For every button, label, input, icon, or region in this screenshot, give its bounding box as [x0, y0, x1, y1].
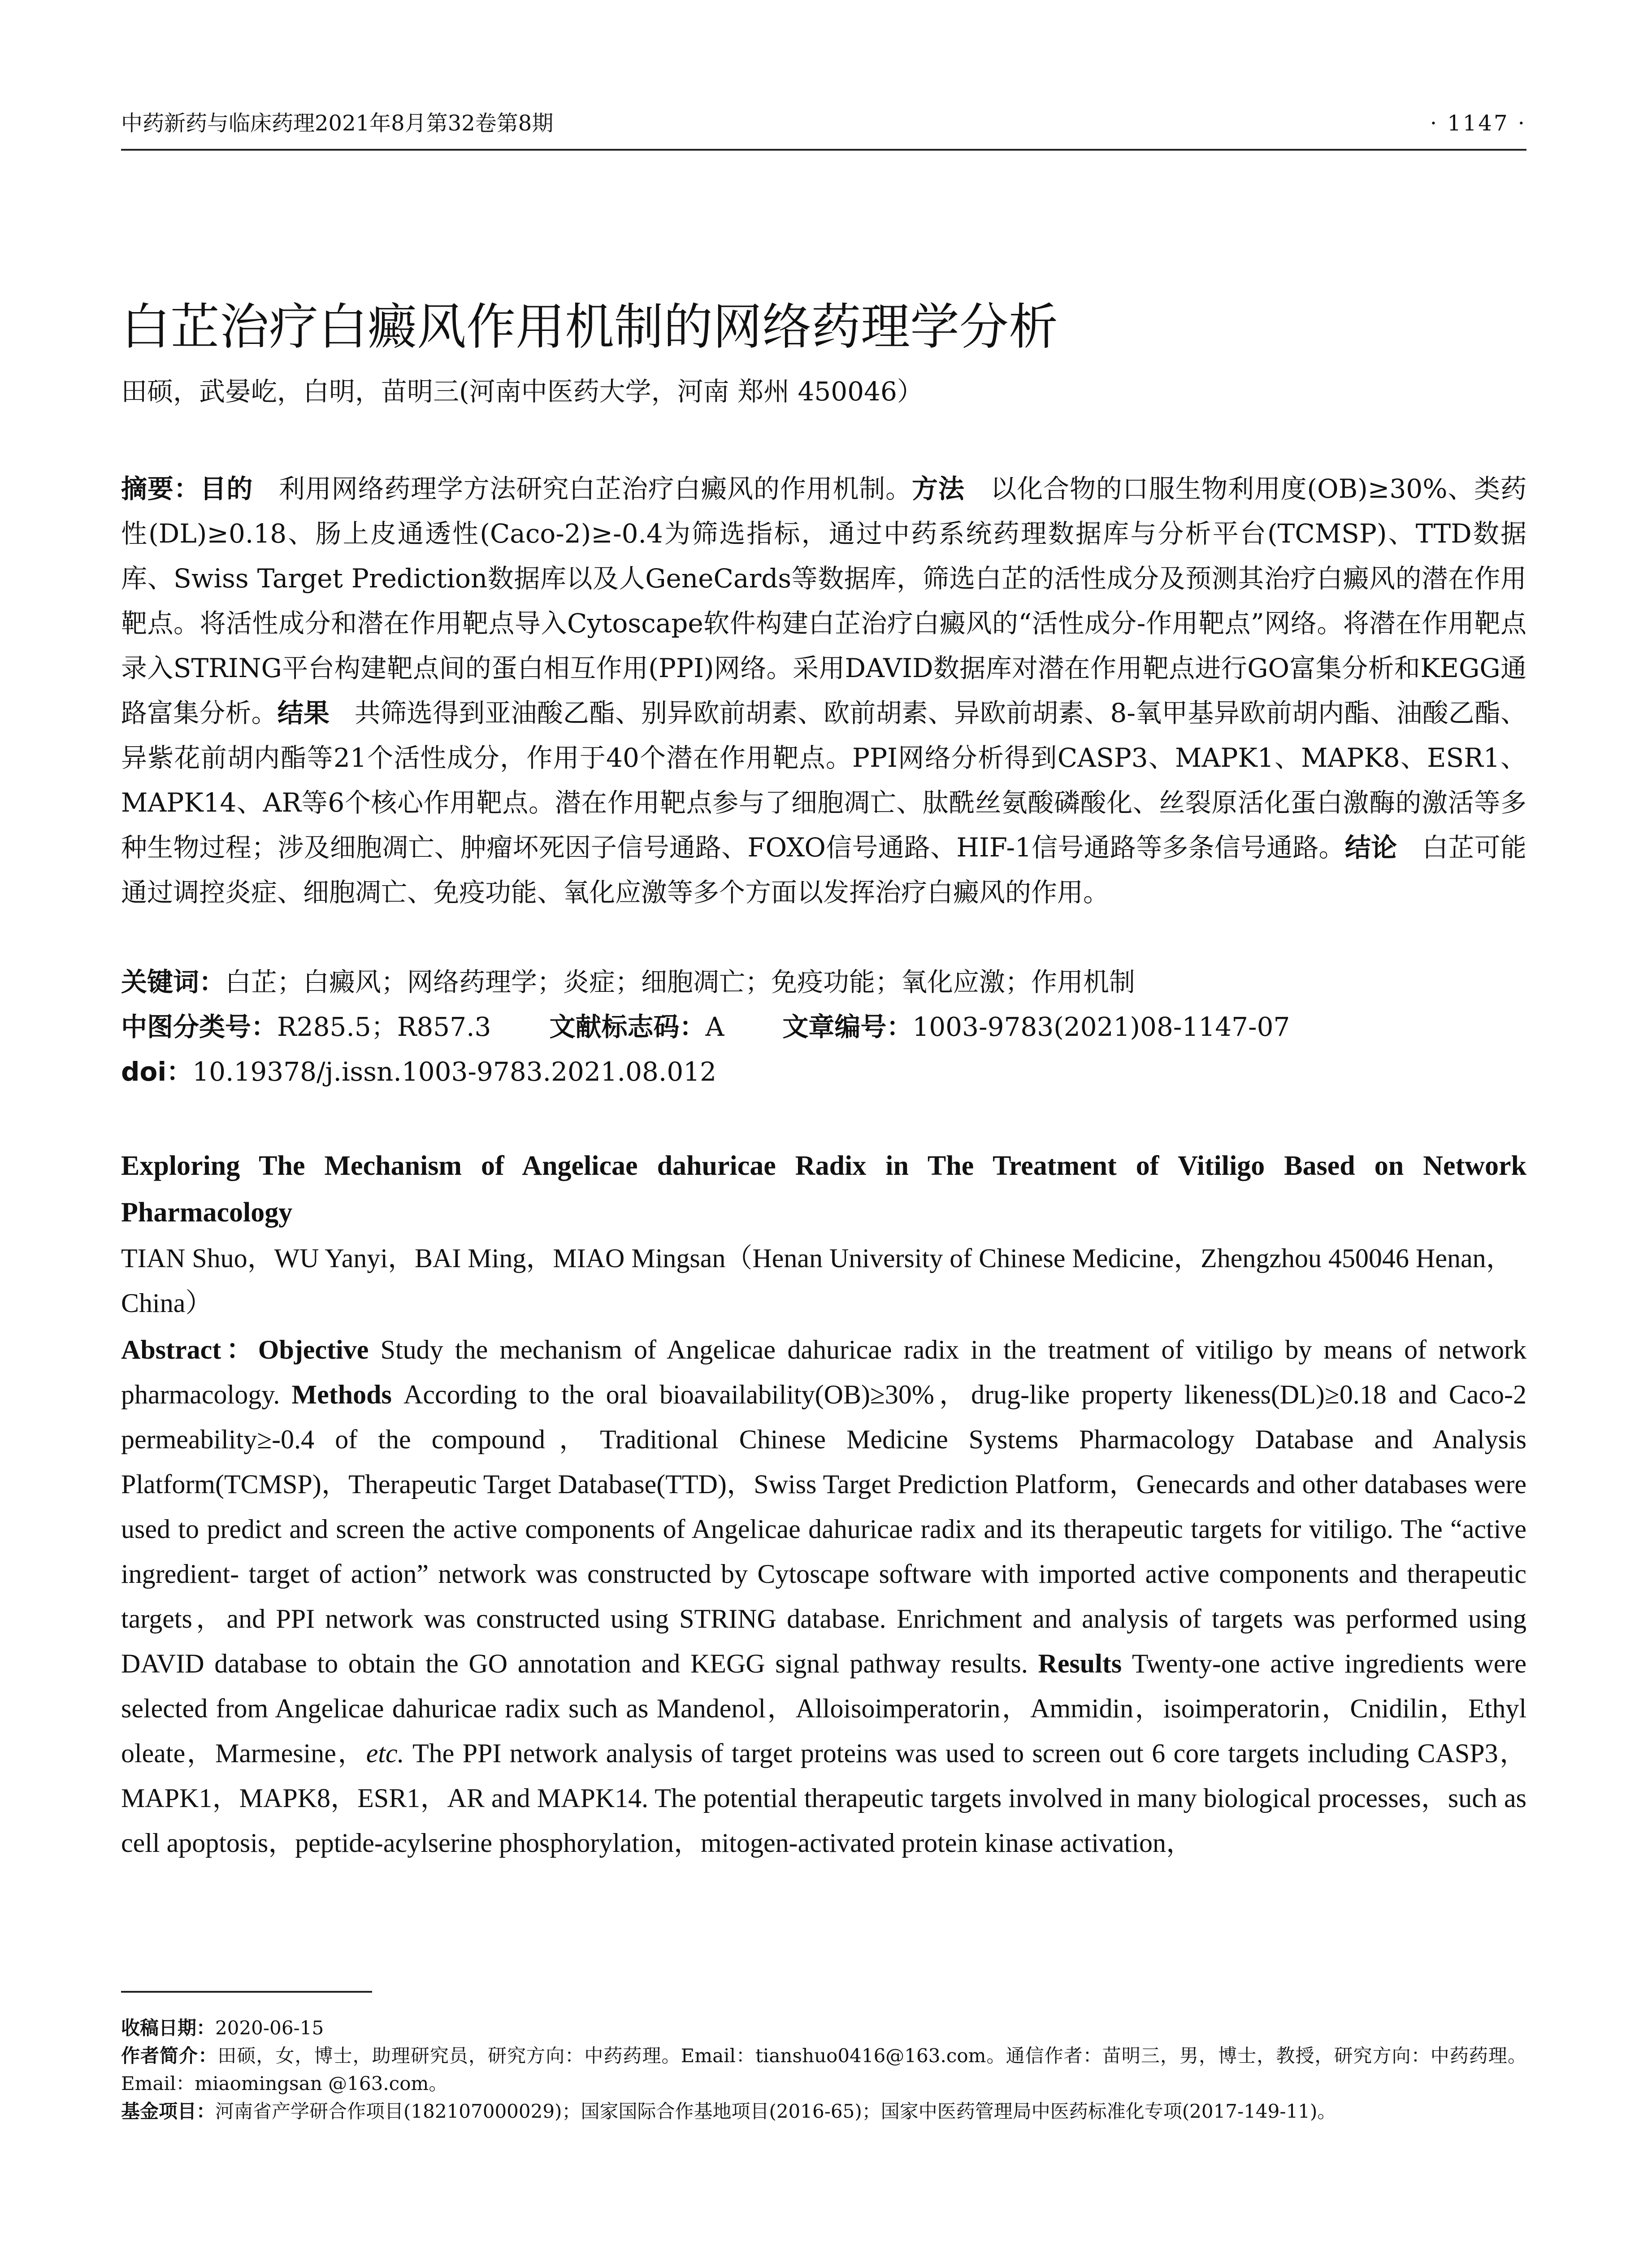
footnotes	[121, 2014, 1526, 2125]
clc-value: R285.5；R857.3	[277, 1012, 491, 1042]
keywords-label: 关键词：	[121, 967, 225, 997]
footnote-received	[121, 2014, 1526, 2042]
keywords	[121, 960, 1526, 1004]
results-text: 共筛选得到亚油酸乙酯、别异欧前胡素、欧前胡素、异欧前胡素、8-氧甲基异欧前胡内酯、油酸乙酯、异紫花前胡内酯等21个活性成分，作用于40个潜在作用靶点。PPI网络分析得到CASP3、MAPK1、MAPK8、ESR1、MAPK14、AR等6个核心作用靶点。潜在作用靶点参与了细胞凋亡、肽酰丝氨酸磷酸化、丝裂原活化蛋白激酶的激活等多种生物过程；涉及细胞凋亡、肿瘤坏死因子信号通路、FOXO信号通路、HIF-1信号通路等多条信号通路。	[121, 698, 1526, 863]
results-en-text-1: Twenty-one active ingredients were selected from Angelicae dahuricae radix such as Mandenol，Alloisoimperatorin，Ammidin，isoimperatorin，Cnidilin，Ethyl oleate，Marmesine，	[121, 1649, 1527, 1768]
doc-code-value: A	[705, 1012, 724, 1042]
results-en-etc: etc.	[366, 1738, 404, 1768]
abstract-chinese	[121, 466, 1526, 915]
abstract-en-label: Abstract：	[121, 1335, 258, 1364]
abstract-label: 摘要：	[121, 474, 200, 504]
footnote-rule	[121, 1991, 372, 1993]
title-chinese: 白芷治疗白癜风作用机制的网络药理学分析	[121, 298, 1058, 356]
objective-text: 利用网络药理学方法研究白芷治疗白癜风的作用机制。	[279, 474, 912, 504]
conclusion-label: 结论	[1344, 832, 1397, 863]
footnote-fund	[121, 2098, 1526, 2125]
journal-name: 中药新药与临床药理2021年8月第32卷第8期	[121, 111, 554, 136]
results-en-text-2: The PPI network analysis of target proteins was used to screen out 6 core targets including CASP3，MAPK1，MAPK8，ESR1，AR and MAPK14. The potential therapeutic targets involved in many biological processes，such as cell apoptosis，peptide-acylserine phosphorylation，mitogen-activated protein kinase activation，	[121, 1738, 1526, 1858]
classification-line	[121, 1004, 1526, 1049]
methods-label: 方法	[912, 474, 965, 504]
page-number: · 1147 ·	[1430, 111, 1526, 136]
doc-code-label: 文献标志码：	[549, 1012, 706, 1042]
doi-value: 10.19378/j.issn.1003-9783.2021.08.012	[192, 1056, 717, 1087]
author-info: 田硕，女，博士，助理研究员，研究方向：中药药理。Email：tianshuo0416@163.com。通信作者：苗明三，男，博士，教授，研究方向：中药药理。Email：miaomingsan @163.com。	[121, 2045, 1526, 2094]
doi-label: doi：	[121, 1056, 193, 1087]
author-info-label: 作者简介：	[121, 2045, 218, 2067]
authors-english: TIAN Shuo，WU Yanyi，BAI Ming，MIAO Mingsan（Henan University of Chinese Medicine，Zhengzhou 450046 Henan，China）	[121, 1243, 1513, 1318]
abstract-english	[121, 1327, 1526, 1865]
results-label: 结果	[277, 698, 330, 728]
header-rule	[121, 149, 1526, 151]
article-number-value: 1003-9783(2021)08-1147-07	[912, 1012, 1290, 1042]
methods-text: 以化合物的口服生物利用度(OB)≥30%、类药性(DL)≥0.18、肠上皮通透性(Caco-2)≥-0.4为筛选指标，通过中药系统药理数据库与分析平台(TCMSP)、TTD数据库、Swiss Target Prediction数据库以及人GeneCards等数据库，筛选白芷的活性成分及预测其治疗白癜风的潜在作用靶点。将活性成分和潜在作用靶点导入Cytoscape软件构建白芷治疗白癜风的“活性成分-作用靶点”网络。将潜在作用靶点录入STRING平台构建靶点间的蛋白相互作用(PPI)网络。采用DAVID数据库对潜在作用靶点进行GO富集分析和KEGG通路富集分析。	[121, 474, 1526, 728]
conclusion-text: 白芷可能通过调控炎症、细胞凋亡、免疫功能、氧化应激等多个方面以发挥治疗白癜风的作用。	[121, 832, 1526, 908]
authors-chinese: 田硕，武晏屹，白明，苗明三(河南中医药大学，河南 郑州 450046）	[121, 376, 923, 407]
objective-en-label: Objective	[258, 1335, 369, 1364]
fund-label: 基金项目：	[121, 2100, 216, 2122]
objective-label: 目的	[200, 474, 253, 504]
fund-info: 河南省产学研合作项目(182107000029)；国家国际合作基地项目(2016-65)；国家中医药管理局中医药标准化专项(2017-149-11)。	[215, 2100, 1336, 2122]
received-date: 2020-06-15	[215, 2017, 324, 2039]
title-english: Exploring The Mechanism of Angelicae dahuricae Radix in The Treatment of Vitiligo Based on Network Pharmacology	[121, 1151, 1526, 1228]
results-en-label: Results	[1038, 1649, 1122, 1678]
footnote-author	[121, 2042, 1526, 2098]
methods-en-label: Methods	[291, 1380, 392, 1409]
running-head	[121, 108, 1526, 139]
article-number-label: 文章编号：	[782, 1012, 913, 1042]
doi-line	[121, 1049, 1526, 1094]
methods-en-text: According to the oral bioavailability(OB)≥30%，drug-like property likeness(DL)≥0.18 and Caco-2 permeability≥-0.4 of the compound，Traditional Chinese Medicine Systems Pharmacology Database and Analysis Platform(TCMSP)，Therapeutic Target Database(TTD)，Swiss Target Prediction Platform，Genecards and other databases were used to predict and screen the active components of Angelicae dahuricae radix and its therapeutic targets for vitiligo. The “active ingredient- target of action” network was constructed by Cytoscape software with imported active components and therapeutic targets，and PPI network was constructed using STRING database. Enrichment and analysis of targets was performed using DAVID database to obtain the GO annotation and KEGG signal pathway results.	[121, 1380, 1527, 1678]
clc-label: 中图分类号：	[121, 1012, 278, 1042]
keywords-text: 白芷；白癜风；网络药理学；炎症；细胞凋亡；免疫功能；氧化应激；作用机制	[225, 967, 1136, 997]
objective-en-text: Study the mechanism of Angelicae dahuricae radix in the treatment of vitiligo by means of network pharmacology.	[121, 1335, 1527, 1409]
received-label: 收稿日期：	[121, 2017, 216, 2039]
